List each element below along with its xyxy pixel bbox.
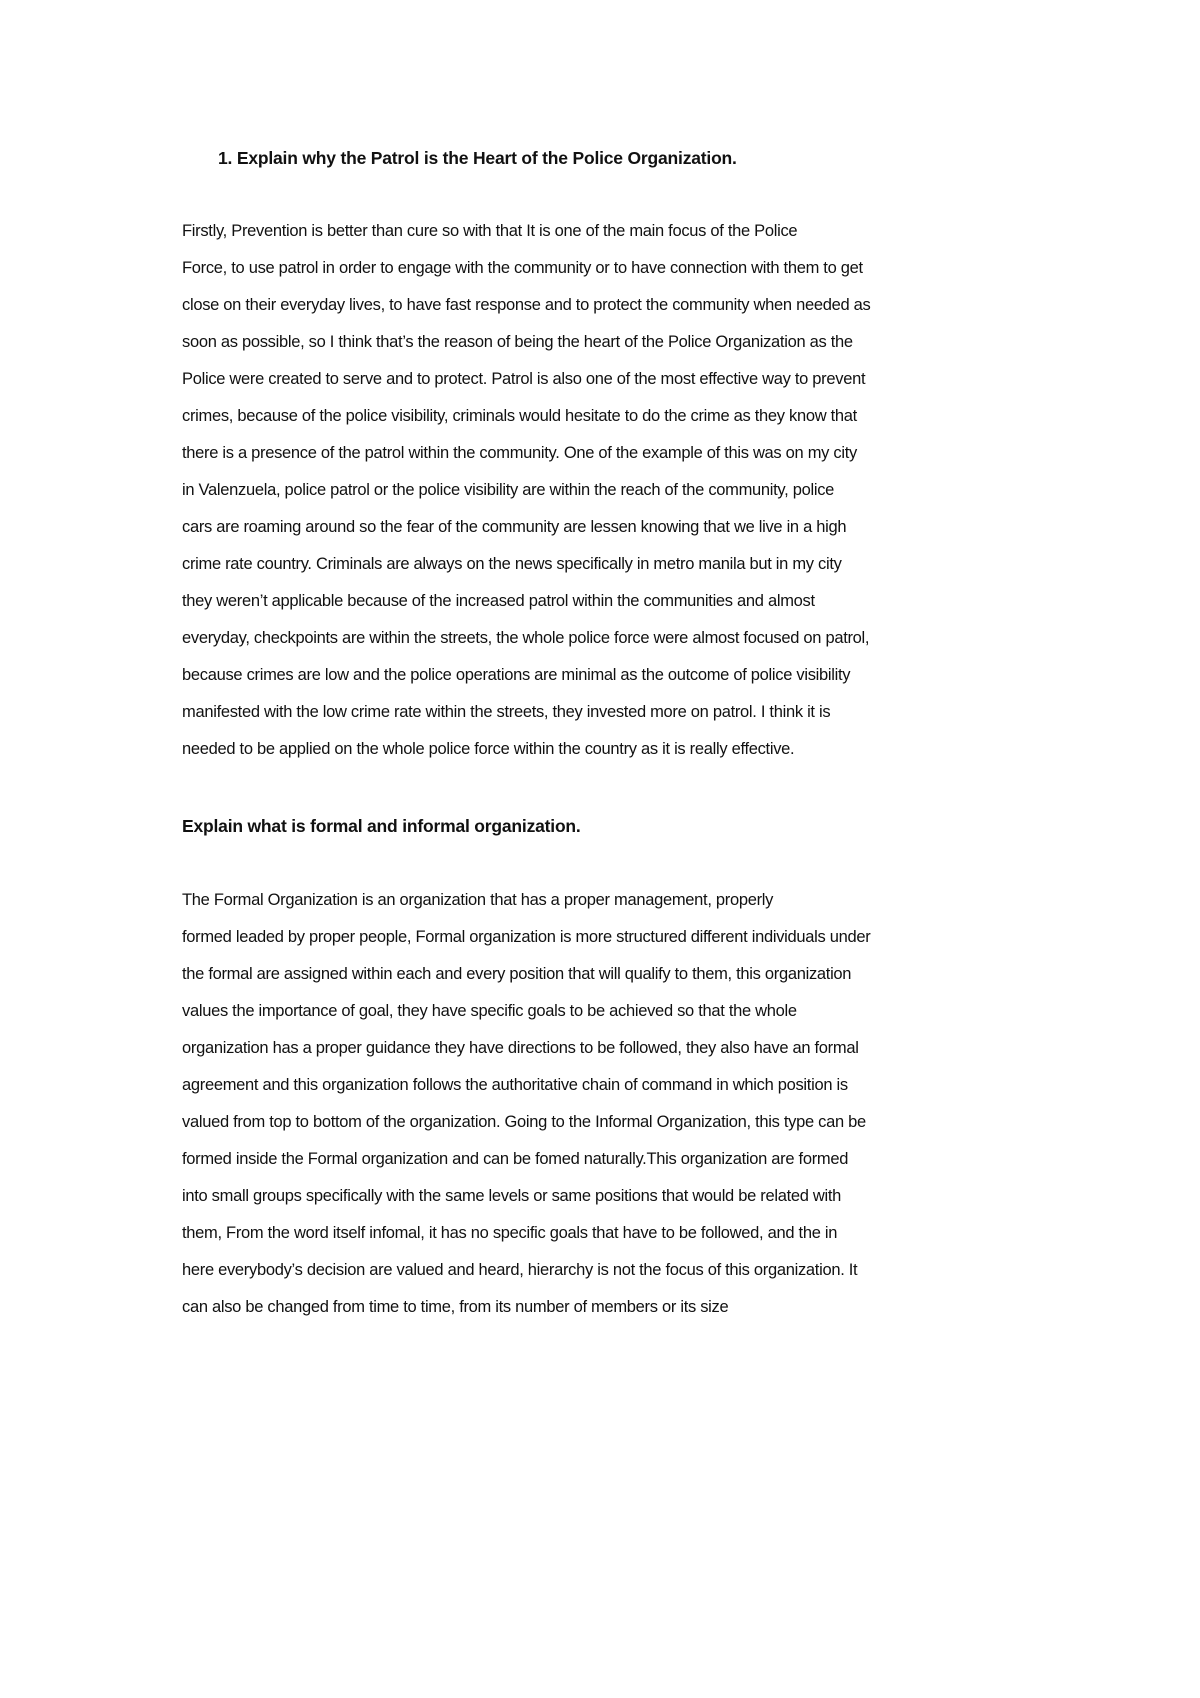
paragraph-line: crime rate country. Criminals are always on the news specifically in metro manila but in my city: [182, 555, 842, 573]
paragraph-line: close on their everyday lives, to have fast response and to protect the community when needed as: [182, 296, 871, 314]
answer-1-paragraph: [182, 213, 870, 768]
paragraph-line: agreement and this organization follows the authoritative chain of command in which position is: [182, 1076, 848, 1094]
paragraph-line: can also be changed from time to time, from its number of members or its size: [182, 1298, 729, 1316]
paragraph-line: cars are roaming around so the fear of the community are lessen knowing that we live in a high: [182, 518, 847, 536]
paragraph-line: valued from top to bottom of the organization. Going to the Informal Organization, this type can be: [182, 1113, 866, 1131]
question-2-heading: Explain what is formal and informal organization.: [182, 816, 581, 836]
question-1-heading: 1. Explain why the Patrol is the Heart of the Police Organization.: [218, 148, 737, 168]
paragraph-line: Police were created to serve and to protect. Patrol is also one of the most effective way to prevent: [182, 370, 866, 388]
paragraph-line: here everybody’s decision are valued and heard, hierarchy is not the focus of this organization. It: [182, 1261, 858, 1279]
paragraph-line: them, From the word itself infomal, it has no specific goals that have to be followed, and the in: [182, 1224, 838, 1242]
paragraph-line: soon as possible, so I think that’s the reason of being the heart of the Police Organization as the: [182, 333, 853, 351]
paragraph-line: The Formal Organization is an organization that has a proper management, properly: [182, 891, 774, 909]
paragraph-line: needed to be applied on the whole police force within the country as it is really effective.: [182, 740, 795, 758]
paragraph-line: Force, to use patrol in order to engage with the community or to have connection with them to get: [182, 259, 863, 277]
answer-2-paragraph: [182, 882, 870, 1326]
paragraph-line: because crimes are low and the police operations are minimal as the outcome of police visibility: [182, 666, 851, 684]
paragraph-line: formed inside the Formal organization and can be fomed naturally.This organization are formed: [182, 1150, 849, 1168]
paragraph-line: everyday, checkpoints are within the streets, the whole police force were almost focused on patrol,: [182, 629, 870, 647]
paragraph-line: they weren’t applicable because of the increased patrol within the communities and almost: [182, 592, 815, 610]
paragraph-line: formed leaded by proper people, Formal organization is more structured different individuals under: [182, 928, 871, 946]
paragraph-line: manifested with the low crime rate within the streets, they invested more on patrol. I think it is: [182, 703, 831, 721]
paragraph-line: in Valenzuela, police patrol or the police visibility are within the reach of the community, police: [182, 481, 835, 499]
paragraph-line: Firstly, Prevention is better than cure so with that It is one of the main focus of the Police: [182, 222, 798, 240]
paragraph-line: the formal are assigned within each and every position that will qualify to them, this organization: [182, 965, 852, 983]
paragraph-line: crimes, because of the police visibility, criminals would hesitate to do the crime as they know that: [182, 407, 857, 425]
paragraph-line: values the importance of goal, they have specific goals to be achieved so that the whole: [182, 1002, 797, 1020]
paragraph-line: into small groups specifically with the same levels or same positions that would be related with: [182, 1187, 842, 1205]
paragraph-line: organization has a proper guidance they have directions to be followed, they also have an formal: [182, 1039, 859, 1057]
paragraph-line: there is a presence of the patrol within the community. One of the example of this was on my city: [182, 444, 857, 462]
